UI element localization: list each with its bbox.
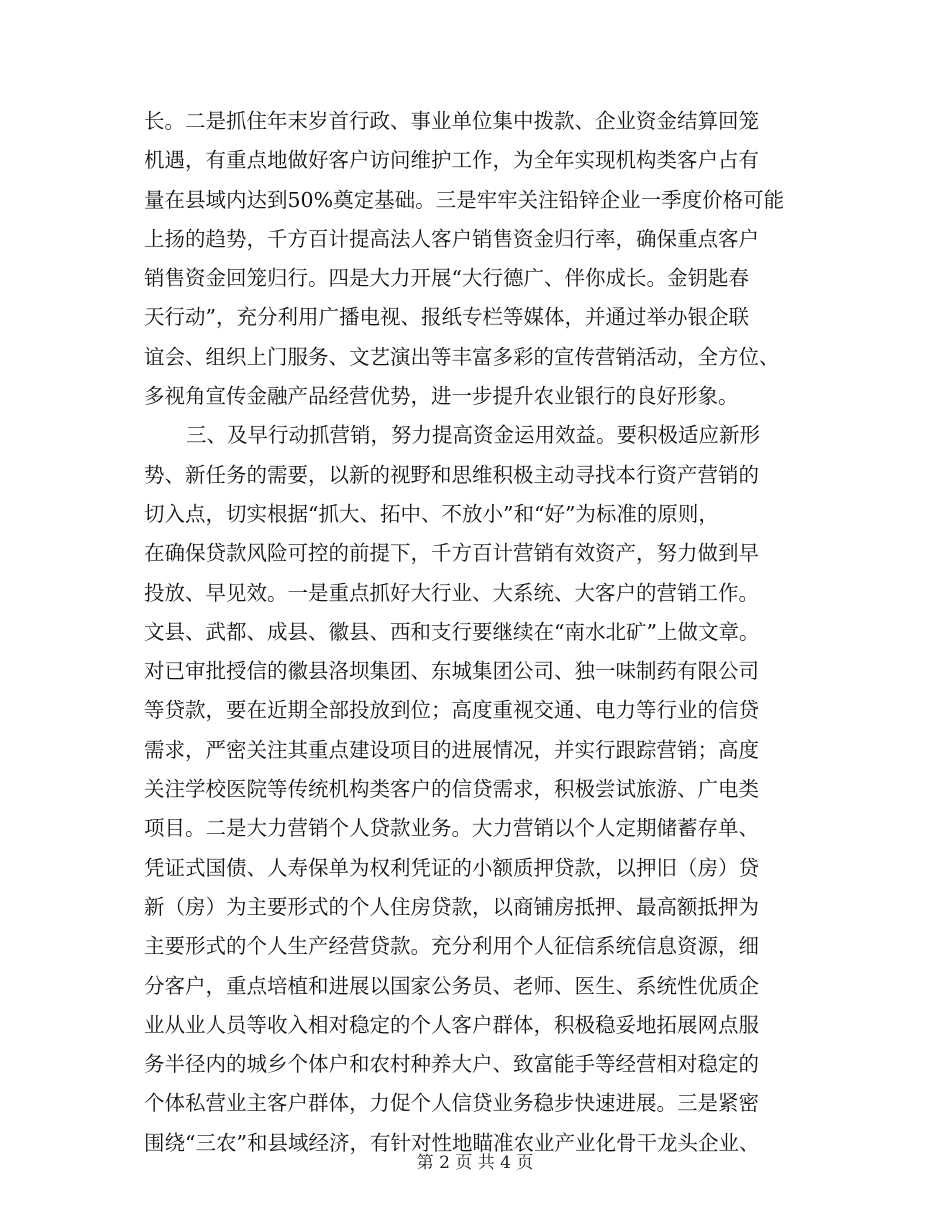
text-line: 切入点，切实根据“抓大、拓中、不放小”和“好”为标准的原则， [144,501,719,526]
page-number-footer: 第 2 页 共 4 页 [416,1153,534,1173]
text-line: 凭证式国债、人寿保单为权利凭证的小额质押贷款，以押旧（房）贷 [144,855,759,880]
text-line: 对已审批授信的徽县洛坝集团、东城集团公司、独一味制药有限公司 [144,659,759,684]
text-line: 投放、早见效。一是重点抓好大行业、大系统、大客户的营销工作。 [144,580,759,605]
text-line: 势、新任务的需要，以新的视野和思维积极主动寻找本行资产营销的 [144,462,759,487]
text-line: 新（房）为主要形式的个人住房贷款，以商铺房抵押、最高额抵押为 [144,894,759,919]
section-heading-line: 三、及早行动抓营销，努力提高资金运用效益。要积极适应新形 [186,423,760,448]
text-line: 长。二是抓住年末岁首行政、事业单位集中拨款、企业资金结算回笼 [144,109,759,133]
text-line: 项目。二是大力营销个人贷款业务。大力营销以个人定期储蓄存单、 [144,816,759,841]
body-text [144,102,812,1163]
text-line: 上扬的趋势，千方百计提高法人客户销售资金归行率，确保重点客户 [144,226,759,251]
text-line: 分客户，重点培植和进展以国家公务员、老师、医生、系统性优质企 [144,973,759,998]
text-line: 需求，严密关注其重点建设项目的进展情况，并实行跟踪营销；高度 [144,737,759,762]
text-line: 多视角宣传金融产品经营优势，进一步提升农业银行的良好形象。 [144,384,739,409]
text-line: 谊会、组织上门服务、文艺演出等丰富多彩的宣传营销活动，全方位、 [144,344,780,369]
text-line: 个体私营业主客户群体，力促个人信贷业务稳步快速进展。三是紧密 [144,1091,759,1116]
text-line: 围绕“三农”和县域经济，有针对性地瞄准农业产业化骨干龙头企业、 [144,1130,760,1155]
text-line: 机遇，有重点地做好客户访问维护工作，为全年实现机构类客户占有 [144,148,759,173]
text-line: 量在县域内达到50%奠定基础。三是牢牢关注铅锌企业一季度价格可能 [144,187,785,212]
text-line: 天行动”，充分利用广播电视、报纸专栏等媒体，并通过举办银企联 [144,305,749,330]
text-line: 业从业人员等收入相对稳定的个人客户群体，积极稳妥地拓展网点服 [144,1012,759,1037]
text-line: 文县、武都、成县、徽县、西和支行要继续在“南水北矿”上做文章。 [144,619,760,644]
text-line: 务半径内的城乡个体户和农村种养大户、致富能手等经营相对稳定的 [144,1052,759,1077]
text-line: 关注学校医院等传统机构类客户的信贷需求，积极尝试旅游、广电类 [144,777,759,802]
text-line: 主要形式的个人生产经营贷款。充分利用个人征信系统信息资源，细 [144,934,759,959]
text-line: 等贷款，要在近期全部投放到位；高度重视交通、电力等行业的信贷 [144,698,759,723]
text-line: 在确保贷款风险可控的前提下，千方百计营销有效资产，努力做到早 [144,541,759,566]
text-line: 销售资金回笼归行。四是大力开展“大行德广、伴你成长。金钥匙春 [144,266,749,291]
